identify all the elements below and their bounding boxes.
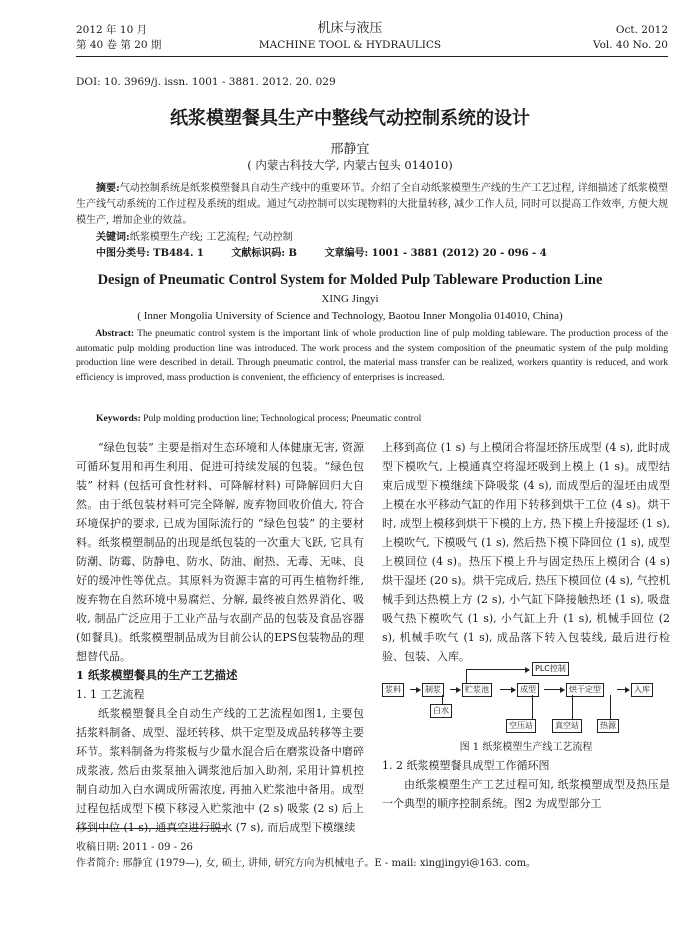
abstract-en	[76, 327, 668, 385]
air-link	[532, 695, 533, 719]
author-bio: 作者简介: 邢静宜 (1979—), 女, 硕士, 讲师, 研究方向为机械电子。E - mail: xingjingyi@163. com。	[76, 858, 537, 869]
figure-1-caption: 图 1 纸浆模塑生产线工艺流程	[459, 742, 593, 753]
air-station-box: 空压站	[506, 719, 536, 733]
process-paragraph-continued: 上移到高位 (1 s) 与上模闭合将湿坯挤压成型 (4 s), 此时成型下模吹气, 上模通真空将湿坯吸到上模上 (1 s)。成型结束后成型下模继续下降吸浆 (4 s), 而成型后的湿坯由成型上模在水平移动气缸的作用下转移到烘干工位 (4 s)。烘干时, 成型上模移到烘干下模的上方, 热下模上升接湿坯 (1 s), 上模吹气, 下模吸气 (1 s), 然后热下模下降回位 (1 s), 成型上模回位 (4 s)。热压下模上升与固定热压上模闭合 (4 s) 烘干湿坯 (20 s)。烘干完成后, 热压下模回位 (4 s), 气控机械手到达热模上方 (2 s), 小气缸下降接触热坯 (1 s), 吸盘吸气热下模吹气 (1 s), 小气缸上升 (1 s), 机械手回位 (2 s), 机械手吹气 (1 s), 成品落下转入包装线, 最后进行检验、包装、入库。	[382, 441, 670, 663]
keywords-cn-label: 关键词:	[96, 232, 130, 243]
white-water-link	[442, 695, 443, 704]
warehouse-box: 入库	[631, 683, 653, 697]
keywords-en	[96, 412, 668, 427]
author-cn: 邢静宜	[330, 142, 370, 157]
process-paragraph: 纸浆模塑餐具全自动生产线的工艺流程如图1, 主要包括浆料制备、成型、湿坯转移、烘干定型及成品转移等主要环节。浆料制备为将浆板与少量水混合后在磨浆设备中磨碎成浆液, 然后由浆泵抽入调浆池后加入助剂, 采用计算机控制自动加入白水调成所需浓度, 再抽入贮浆池中备用。成型过程包括成型下模下移浸入贮浆池中 (2 s) 吸浆 (2 s) 后上移到中位 (1 s), 通真空进行脱水 (7 s), 而后成型下模继续	[76, 707, 364, 834]
affiliation-cn: ( 内蒙古科技大学, 内蒙古包头 014010)	[247, 158, 453, 172]
header-date: 2012 年 10 月	[76, 24, 148, 36]
doi: DOI: 10. 3969/j. issn. 1001 - 3881. 2012. 20. 029	[76, 76, 336, 88]
header-volume: 第 40 卷 第 20 期	[76, 39, 162, 51]
classification-number: 中图分类号: TB484. 1	[96, 248, 204, 259]
plc-link-left	[466, 669, 467, 683]
arrow-5	[617, 689, 629, 690]
heat-source-box: 热源	[597, 719, 619, 733]
forming-box: 成型	[517, 683, 539, 697]
keywords-cn-text: 纸浆模塑生产线; 工艺流程; 气动控制	[129, 232, 293, 243]
white-water-box: 白水	[430, 704, 452, 718]
abstract-en-label: Abstract:	[95, 328, 135, 339]
header-volume-en: Vol. 40 No. 20	[592, 39, 668, 51]
cycle-paragraph: 由纸浆模塑生产工艺过程可知, 纸浆模塑成型及热压是一个典型的顺序控制系统。图2 为成型部分工	[382, 778, 670, 810]
plc-link-top	[466, 669, 529, 670]
journal-name-cn: 机床与液压	[317, 21, 383, 36]
section-1-2-heading: 1. 2 纸浆模塑餐具成型工作循环图	[382, 759, 550, 772]
abstract-cn-text: 气动控制系统是纸浆模塑餐具自动生产线中的重要环节。介绍了全自动纸浆模塑生产线的生产工艺过程, 详细描述了纸浆模塑生产线气动系统的工作过程及系统的组成。通过气动控制可以实现物料的大批量转移, 减少工作人员, 同时可以提高工作效率, 方便大规模生产, 增加企业的效益。	[76, 183, 668, 226]
intro-paragraph: “绿色包装” 主要是指对生态环境和人体健康无害, 资源可循环复用和再生利用、促进可持续发展的包装。“绿色包装” 材料 (包括可食性材料、可降解材料) 可降解回归大自然。由于纸包装材料可完全降解, 废弃物回收价值大, 符合环境保护的要求, 已成为国际流行的 “绿色包装” 的主要材料。纸浆模塑制品的出现是纸包装的一次重大飞跃, 它具有防潮、防霉、防静电、防水、防油、耐热、无毒、无味、良好的缓冲性等优点。其原料为资源丰富的可再生植物纤维, 废弃物在自然环境中易腐烂、分解, 最终被自然界消化、吸收, 制品广泛应用于工业产品与农副产品的包装及食品容器 (如餐具)。纸浆模塑制品成为目前公认的EPS包装物品的理想替代品。	[76, 441, 364, 663]
heat-link	[610, 695, 611, 719]
section-1-heading: 1 纸浆模塑餐具的生产工艺描述	[76, 668, 238, 682]
title-cn: 纸浆模塑餐具生产中整线气动控制系统的设计	[170, 108, 530, 129]
arrow-2	[450, 689, 460, 690]
header-rule	[76, 56, 668, 57]
right-column-lower	[382, 756, 670, 813]
left-column	[76, 438, 364, 837]
keywords-en-label: Keywords:	[96, 413, 141, 424]
abstract-en-text: The pneumatic control system is the important link of whole production line of pulp molding tableware. The production process of the automatic pulp molding production line was introduced. The work process and the system composition of the pneumatic system of the pulp molding production line were described in detail. Through pneumatic control, the material mass transfer can be realized, workers quantity is reduced, and work efficiency is improved, mass production is convenient, the efficiency of enterprises is increased.	[76, 328, 668, 383]
pulping-box: 制浆	[422, 683, 444, 697]
footnote-rule	[76, 828, 226, 829]
drying-box: 烘干定型	[566, 683, 604, 697]
section-1-1-heading: 1. 1 工艺流程	[76, 688, 145, 701]
abstract-cn	[76, 181, 668, 229]
arrow-3	[500, 689, 515, 690]
abstract-cn-label: 摘要:	[96, 183, 120, 194]
vacuum-link	[572, 695, 573, 719]
vacuum-station-box: 真空站	[552, 719, 582, 733]
storage-tank-box: 贮浆池	[462, 683, 492, 697]
keywords-en-text: Pulp molding production line; Technological process; Pneumatic control	[143, 413, 422, 424]
classification-line	[96, 246, 668, 262]
document-code: 文献标识码: B	[231, 248, 297, 259]
author-en: XING Jingyi	[321, 293, 379, 305]
article-number: 文章编号: 1001 - 3881 (2012) 20 - 096 - 4	[324, 248, 547, 259]
arrow-1	[410, 689, 420, 690]
pulp-board-box: 浆料	[382, 683, 404, 697]
plc-box: PLC控制	[532, 662, 569, 676]
arrow-4	[544, 689, 564, 690]
affiliation-en: ( Inner Mongolia University of Science and Technology, Baotou Inner Mongolia 014010, China)	[137, 310, 563, 322]
header-month-en: Oct. 2012	[615, 24, 668, 36]
title-en: Design of Pneumatic Control System for Molded Pulp Tableware Production Line	[97, 272, 603, 288]
journal-name-en: MACHINE TOOL & HYDRAULICS	[258, 39, 442, 51]
right-column-text	[382, 438, 670, 666]
received-date: 收稿日期: 2011 - 09 - 26	[76, 842, 193, 853]
keywords-cn	[76, 230, 668, 246]
